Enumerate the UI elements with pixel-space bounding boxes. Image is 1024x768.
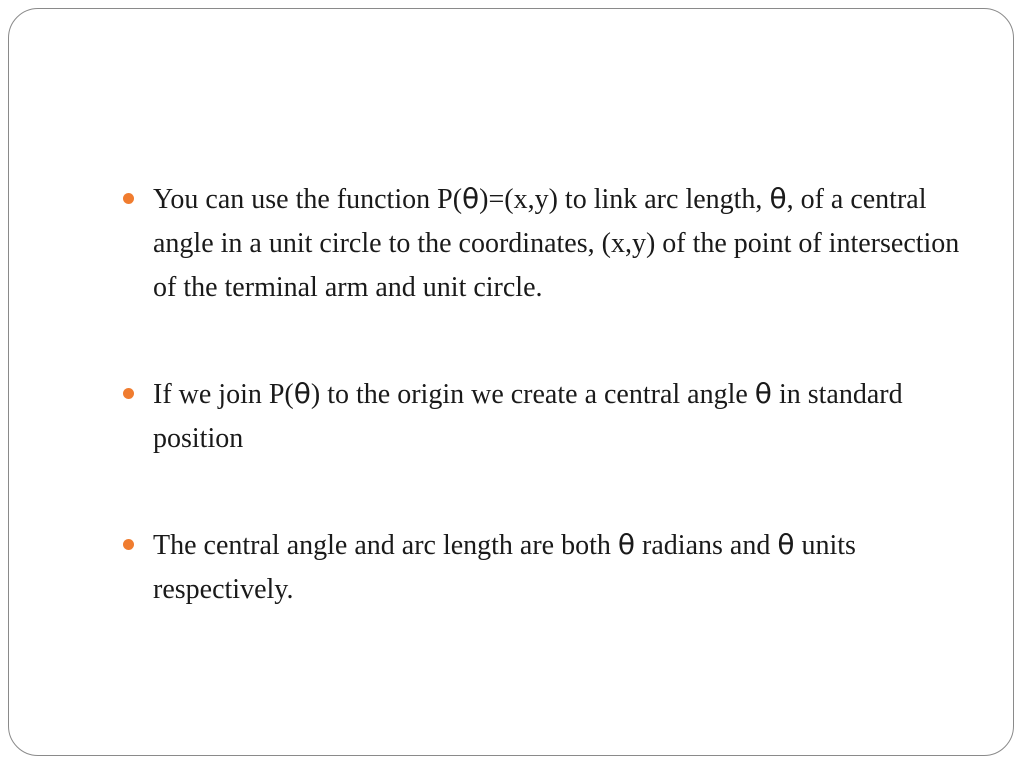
- theta-symbol: θ: [617, 528, 636, 561]
- text-segment: )=(x,y) to link arc length,: [479, 184, 770, 215]
- bullet-text: [153, 184, 959, 303]
- theta-symbol: θ: [777, 528, 795, 561]
- theta-symbol: θ: [769, 182, 787, 215]
- bullet-item-central-angle: [123, 372, 973, 461]
- bullet-list: [123, 177, 973, 612]
- text-segment: You can use the function P(: [153, 184, 463, 215]
- text-segment: , of a central angle in a unit circle to the coordinates, (x,y) of the point of intersection of the terminal arm and unit circle.: [153, 184, 960, 303]
- text-segment: If we join P(: [153, 379, 294, 410]
- theta-symbol: θ: [293, 377, 311, 410]
- text-segment: ) to the origin we create a central angle: [310, 379, 755, 410]
- text-segment: radians and: [635, 530, 778, 561]
- bullet-item-arc-length: [123, 177, 973, 310]
- theta-symbol: θ: [462, 182, 480, 215]
- bullet-text: [153, 379, 903, 454]
- bullet-dot-icon: [123, 193, 134, 204]
- text-segment: The central angle and arc length are both: [153, 530, 618, 561]
- text-segment: units respectively.: [153, 530, 856, 605]
- theta-symbol: θ: [754, 377, 772, 410]
- bullet-dot-icon: [123, 388, 134, 399]
- bullet-item-radians-units: [123, 523, 973, 612]
- slide-frame: [8, 8, 1014, 756]
- bullet-dot-icon: [123, 539, 134, 550]
- text-segment: in standard position: [153, 379, 903, 454]
- bullet-text: [153, 530, 856, 605]
